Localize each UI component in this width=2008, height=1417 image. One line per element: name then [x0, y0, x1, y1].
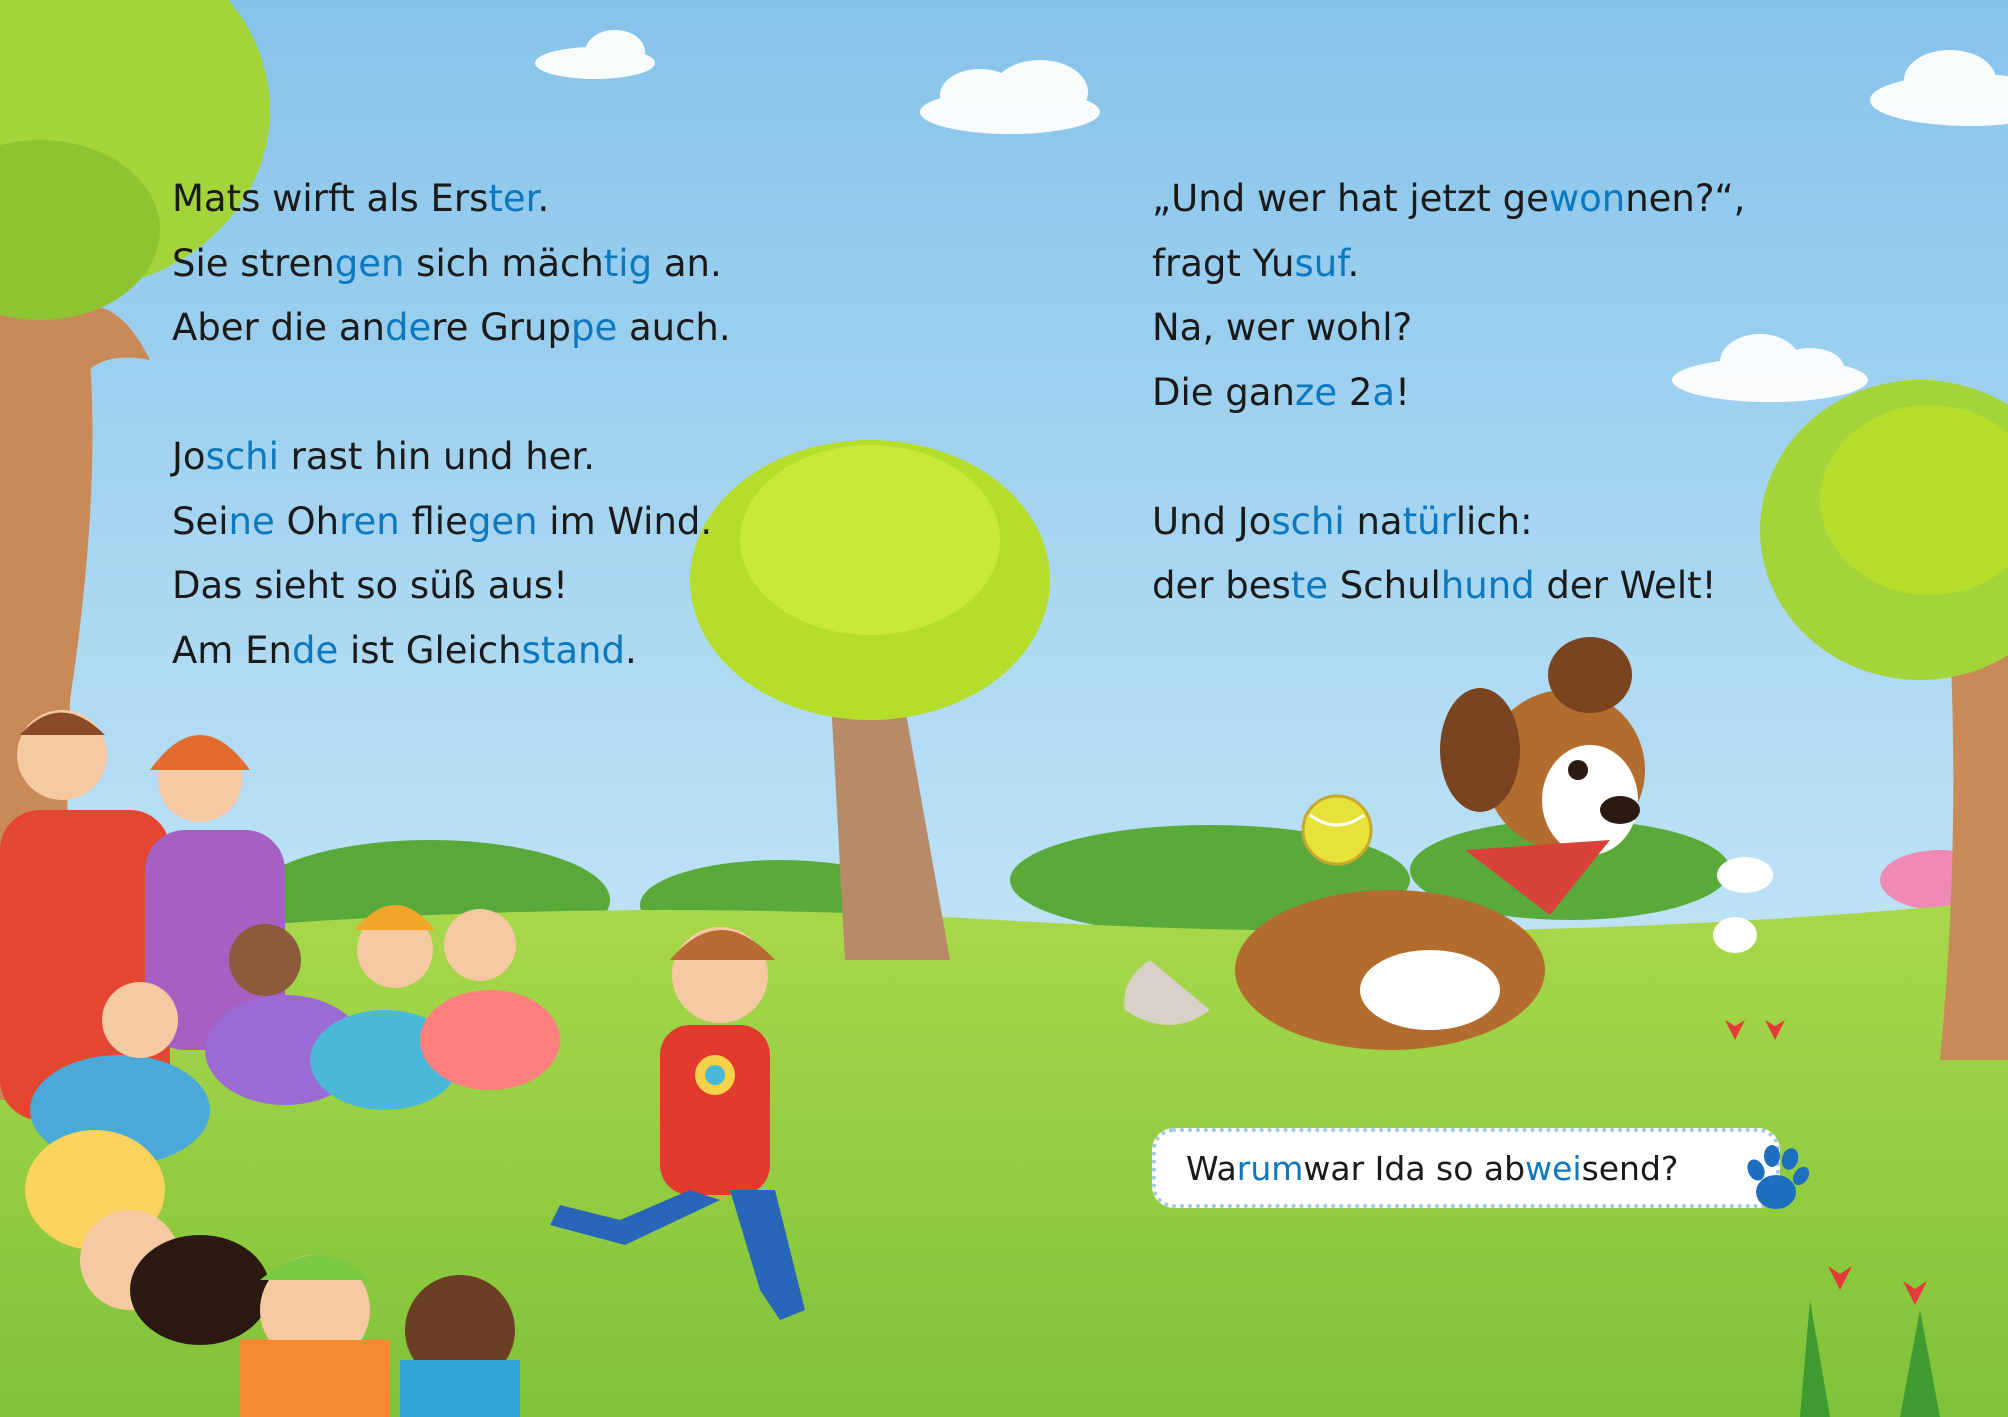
text-segment: re Grup — [431, 306, 571, 349]
text-line — [172, 490, 731, 555]
text-segment: Mats wirft als Ers — [172, 177, 489, 220]
highlighted-syllable: schi — [1271, 499, 1345, 543]
story-text-left — [172, 167, 731, 683]
highlighted-syllable: gen — [334, 241, 405, 285]
highlighted-syllable: de — [384, 306, 432, 349]
text-segment: Sie stren — [172, 241, 335, 285]
highlighted-syllable: rum — [1236, 1148, 1304, 1188]
highlighted-syllable: stand — [521, 628, 625, 672]
question-segment: war Ida so ab — [1303, 1148, 1526, 1188]
highlighted-syllable: a — [1372, 370, 1396, 414]
question-segment: send? — [1581, 1148, 1679, 1188]
text-segment: der Welt! — [1534, 564, 1717, 607]
text-segment: ist Gleich — [338, 628, 522, 672]
text-segment: flie — [399, 499, 468, 543]
text-line — [1152, 167, 1745, 232]
highlighted-syllable: te — [1290, 564, 1329, 607]
text-segment: „Und wer hat jetzt ge — [1152, 177, 1549, 220]
text-line — [172, 425, 731, 490]
text-segment: Und Jo — [1152, 499, 1272, 543]
highlighted-syllable: hund — [1440, 564, 1535, 607]
highlighted-syllable: ter — [488, 177, 538, 220]
text-segment: fragt Yu — [1152, 241, 1295, 285]
text-segment: nen?“, — [1625, 177, 1746, 220]
text-segment: Am En — [172, 628, 292, 672]
text-segment: Jo — [172, 435, 206, 478]
text-segment: . — [537, 177, 550, 220]
text-segment: auch. — [617, 306, 731, 349]
paragraph-gap — [1152, 425, 1745, 490]
text-segment: . — [624, 628, 637, 672]
text-segment: der bes — [1152, 564, 1291, 607]
text-segment: im Wind. — [537, 499, 713, 543]
highlighted-syllable: ze — [1294, 370, 1338, 414]
text-line — [1152, 490, 1745, 555]
text-line — [172, 619, 731, 684]
text-line — [1152, 361, 1745, 426]
text-segment: Na, wer wohl? — [1152, 306, 1413, 349]
highlighted-syllable: gen — [467, 499, 538, 543]
highlighted-syllable: pe — [570, 306, 618, 349]
question-segment: Wa — [1186, 1148, 1237, 1188]
highlighted-syllable: de — [291, 628, 339, 672]
paw-icon — [1738, 1140, 1818, 1220]
text-segment: 2 — [1337, 370, 1373, 414]
question-box — [1152, 1128, 1780, 1208]
text-segment: Schul — [1328, 564, 1441, 607]
text-segment: sich mäch — [404, 241, 604, 285]
text-segment: ! — [1395, 370, 1410, 414]
text-line — [172, 232, 731, 297]
text-line — [1152, 296, 1745, 361]
text-segment: Das sieht so süß aus! — [172, 564, 568, 607]
highlighted-syllable: tig — [603, 241, 653, 285]
highlighted-syllable: wei — [1525, 1148, 1582, 1188]
text-line — [172, 167, 731, 232]
text-line — [172, 296, 731, 361]
highlighted-syllable: suf — [1294, 241, 1348, 285]
paragraph-gap — [172, 361, 731, 426]
text-segment: lich: — [1455, 499, 1533, 543]
tennis-ball — [1303, 796, 1371, 864]
text-segment: Aber die an — [172, 306, 385, 349]
text-segment: na — [1344, 499, 1403, 543]
text-segment: Oh — [274, 499, 340, 543]
highlighted-syllable: ren — [339, 499, 400, 543]
text-line — [1152, 232, 1745, 297]
text-segment: an. — [652, 241, 722, 285]
text-segment: Sei — [172, 499, 229, 543]
story-text-right — [1152, 167, 1745, 619]
text-line — [1152, 554, 1745, 619]
highlighted-syllable: ne — [228, 499, 275, 543]
text-line — [172, 554, 731, 619]
highlighted-syllable: schi — [205, 435, 279, 478]
text-segment: rast hin und her. — [278, 435, 595, 478]
text-segment: Die gan — [1152, 370, 1295, 414]
highlighted-syllable: tür — [1402, 499, 1456, 543]
text-segment: . — [1347, 241, 1360, 285]
highlighted-syllable: won — [1548, 177, 1626, 220]
